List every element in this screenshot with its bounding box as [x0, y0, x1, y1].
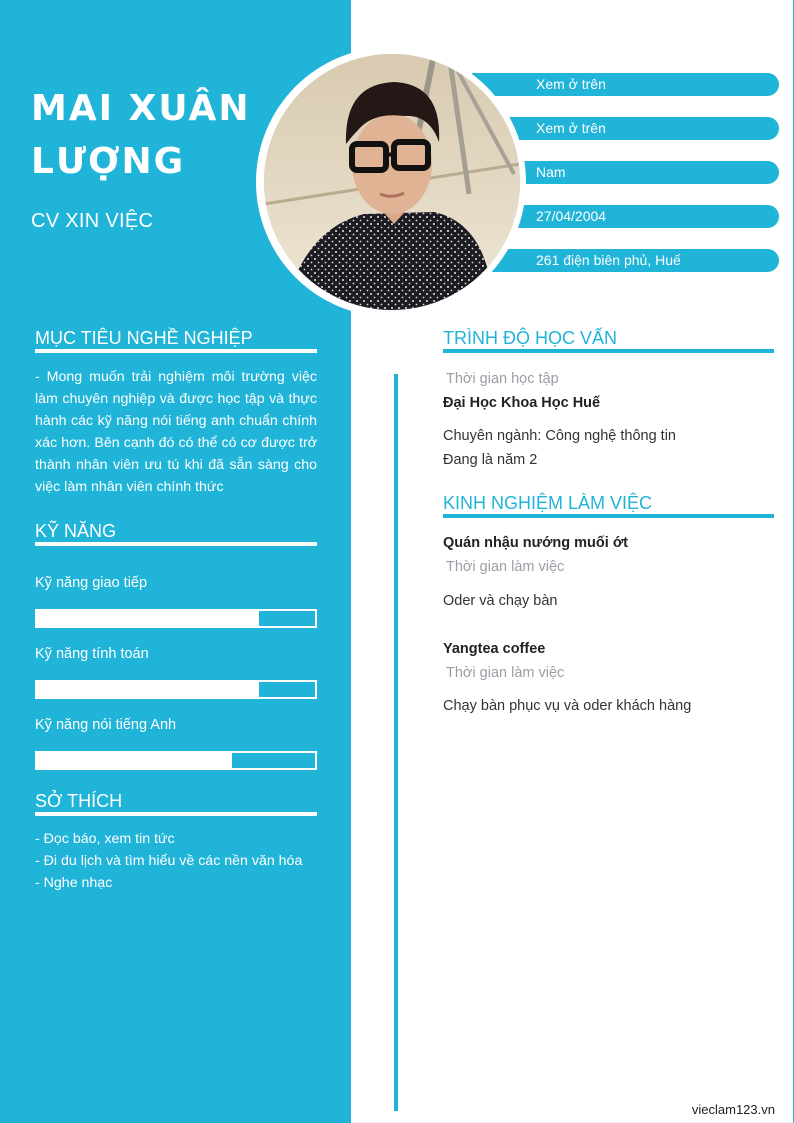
info-row-5	[472, 249, 779, 272]
skill-bar	[35, 609, 317, 628]
name-line-1: MAI XUÂN	[31, 88, 251, 129]
skill-fill	[37, 682, 259, 697]
info-value: 27/04/2004	[536, 208, 607, 224]
skill-bar	[35, 680, 317, 699]
experience-company: Quán nhậu nướng muối ớt	[443, 535, 628, 551]
info-value: Nam	[536, 164, 566, 180]
experience-time: Thời gian làm việc	[446, 665, 565, 681]
skill-label: Kỹ năng giao tiếp	[35, 575, 148, 591]
education-time: Thời gian học tập	[446, 371, 559, 387]
skill-label: Kỹ năng nói tiếng Anh	[35, 717, 177, 733]
info-value: Xem ở trên	[536, 76, 606, 92]
info-row-1	[472, 73, 779, 96]
cv-subtitle: CV XIN VIỆC	[31, 210, 154, 232]
education-major: Chuyên ngành: Công nghệ thông tin	[443, 428, 676, 444]
hobbies-title: SỞ THÍCH	[35, 790, 317, 816]
profile-photo-icon	[264, 54, 520, 310]
experience-title: KINH NGHIỆM LÀM VIỆC	[443, 492, 774, 518]
skills-title: KỸ NĂNG	[35, 520, 317, 546]
timeline-line	[394, 374, 398, 1111]
skill-fill	[37, 753, 232, 768]
hobby-item: - Đọc báo, xem tin tức	[35, 831, 175, 847]
name-line-2: LƯỢNG	[31, 141, 186, 182]
experience-time: Thời gian làm việc	[446, 559, 565, 575]
education-school: Đại Học Khoa Học Huế	[443, 395, 601, 411]
hobby-item: - Đi du lịch và tìm hiểu về các nền văn hóa	[35, 853, 303, 869]
education-status: Đang là năm 2	[443, 452, 538, 468]
skill-fill	[37, 611, 259, 626]
candidate-name	[31, 82, 271, 188]
info-value: 261 điện biên phủ, Huế	[536, 252, 681, 268]
avatar	[264, 54, 520, 310]
experience-company: Yangtea coffee	[443, 641, 546, 657]
objective-title: MỤC TIÊU NGHỀ NGHIỆP	[35, 327, 317, 353]
skill-label: Kỹ năng tính toán	[35, 646, 149, 662]
objective-text: - Mong muốn trải nghiệm môi trường việc làm chuyên nghiệp và được học tập và thực hành các kỹ năng nói tiếng anh chuẩn chính xác hơn. Bên cạnh đó có thể có cơ được trở thành nhân viên ưu tú khi đã sẵn sàng cho việc làm nhân viên chính thức	[35, 369, 317, 495]
skill-bar	[35, 751, 317, 770]
experience-desc: Chạy bàn phục vụ và oder khách hàng	[443, 698, 692, 714]
hobby-item: - Nghe nhạc	[35, 875, 113, 891]
experience-desc: Oder và chạy bàn	[443, 593, 558, 609]
info-value: Xem ở trên	[536, 120, 606, 136]
footer-brand: vieclam123.vn	[691, 1102, 775, 1117]
education-title: TRÌNH ĐỘ HỌC VẤN	[443, 327, 774, 353]
